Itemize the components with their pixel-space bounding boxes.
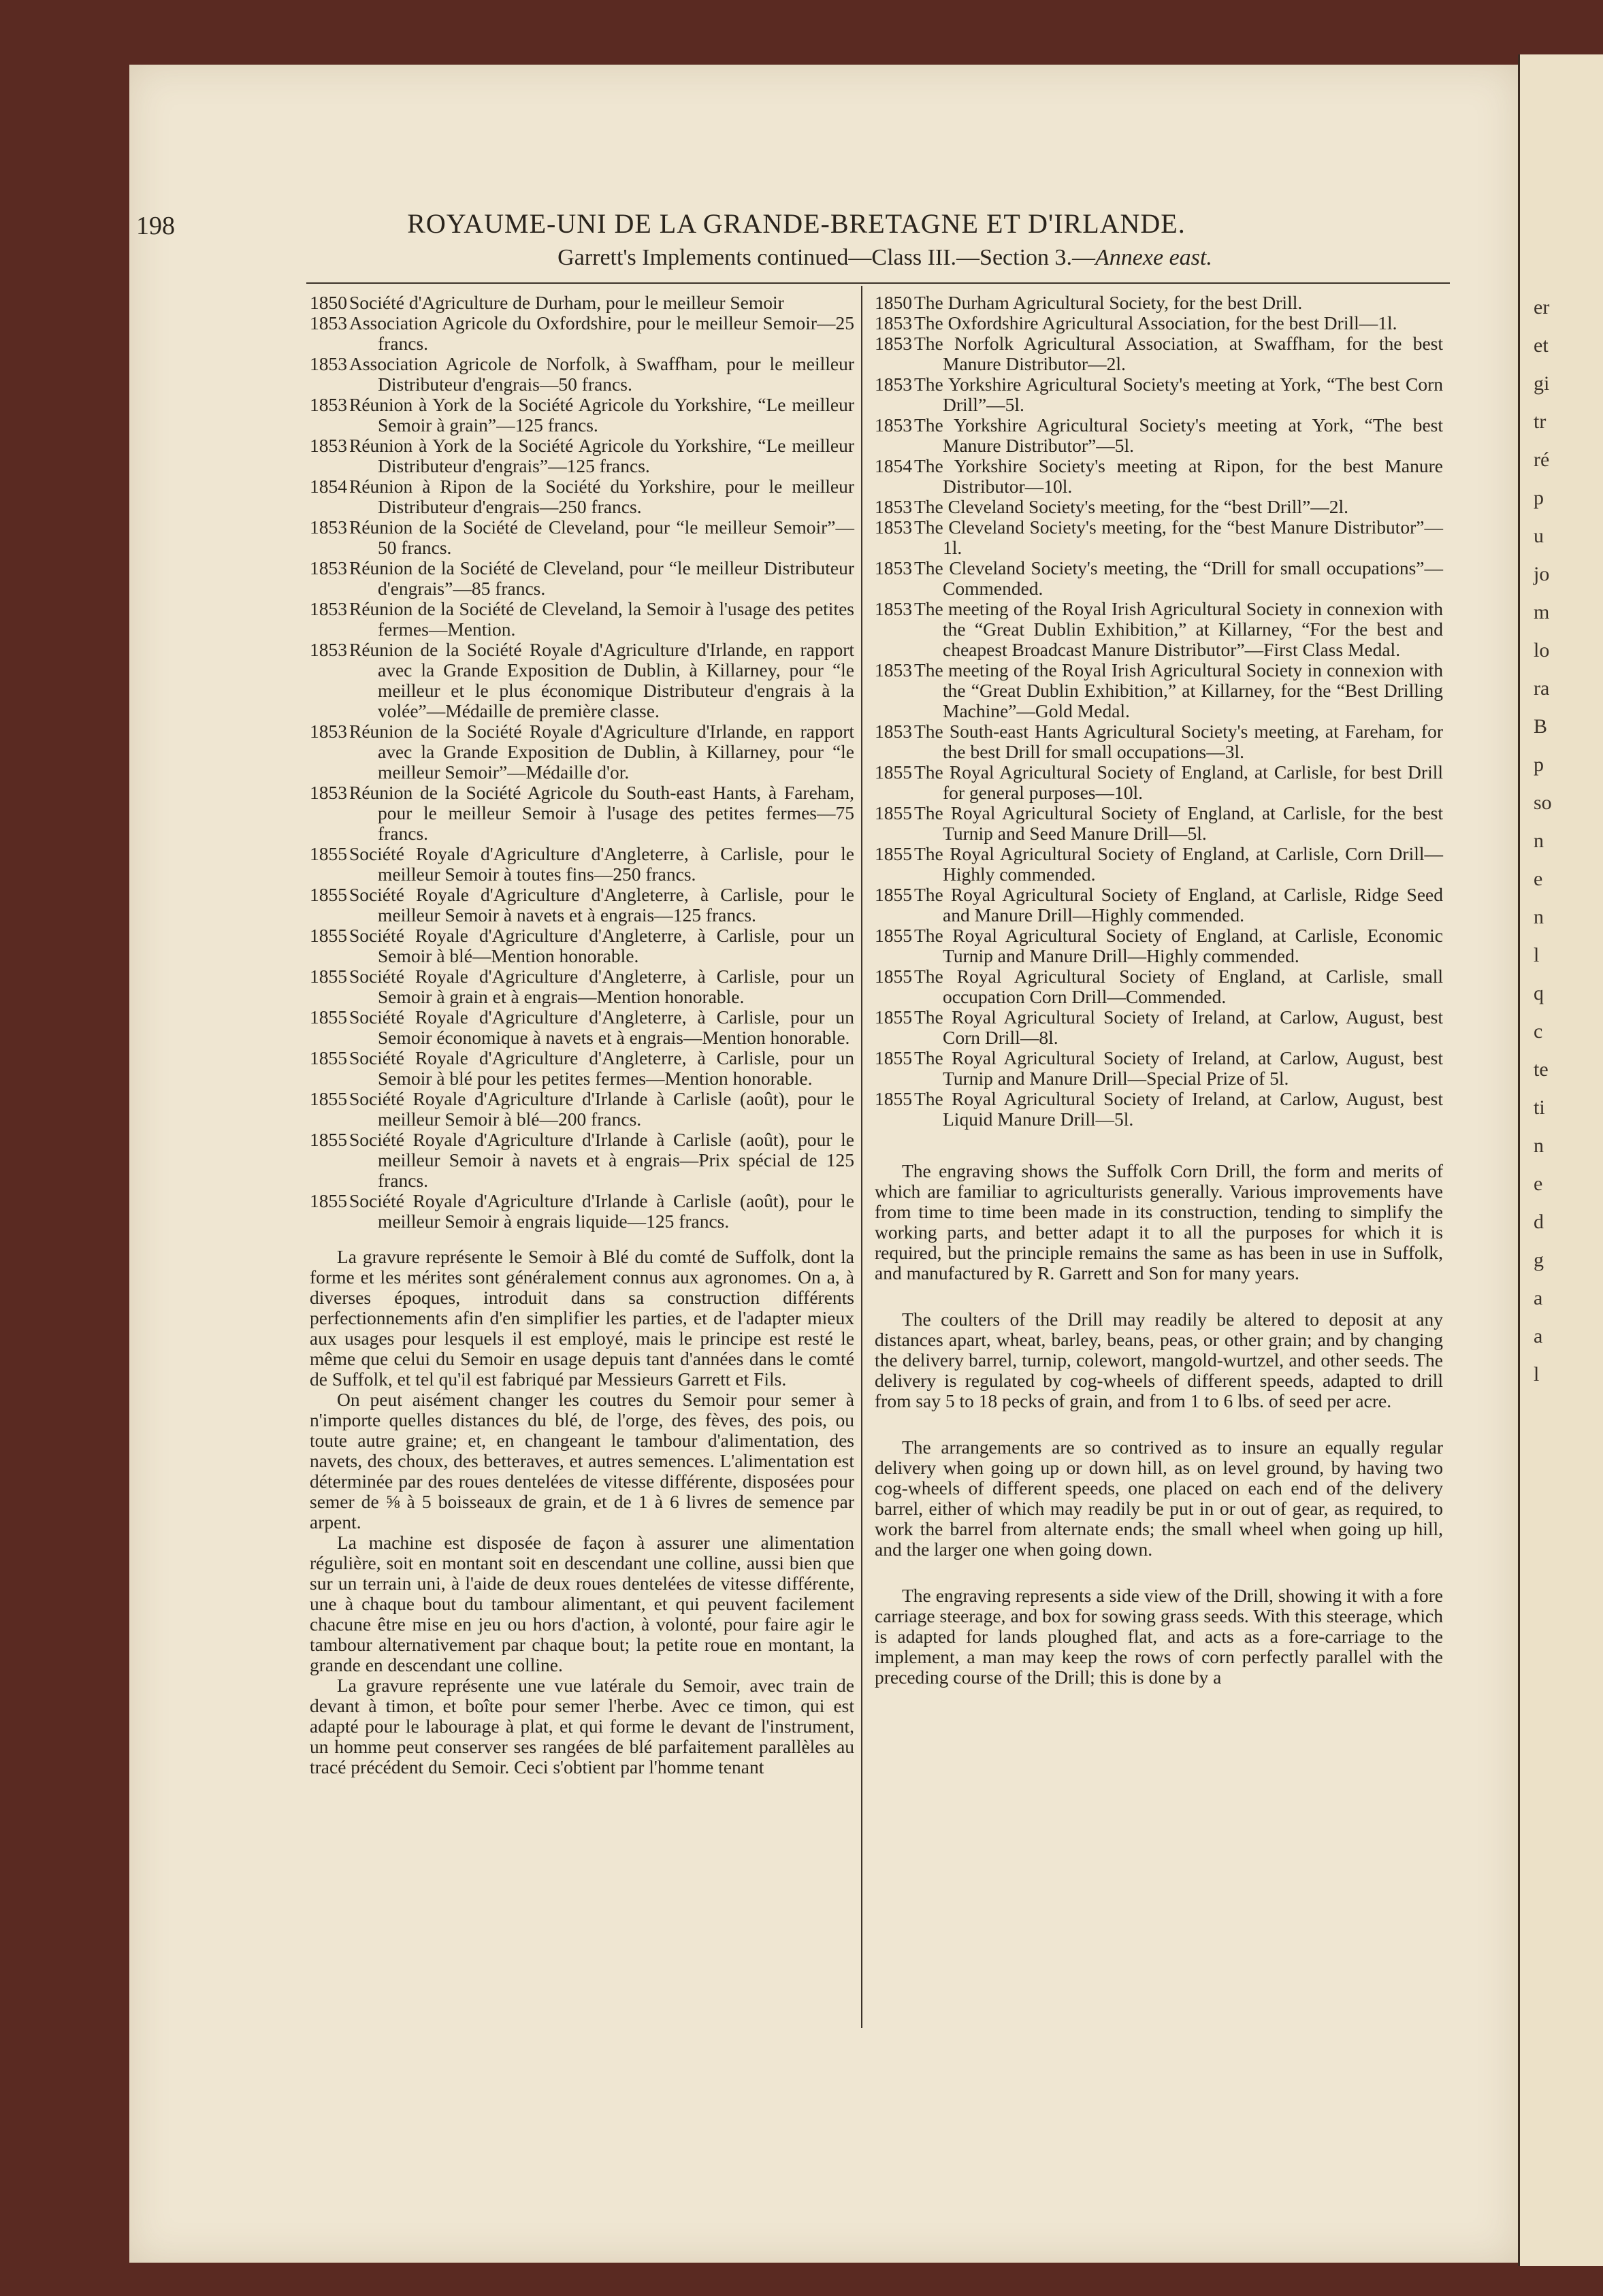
award-year: 1853: [310, 516, 347, 538]
facing-page-fragment: p: [1534, 487, 1544, 509]
award-year: 1854: [310, 476, 347, 497]
award-text: Association Agricole du Oxfordshire, pour le meilleur Semoir—25 francs.: [349, 312, 854, 354]
award-text: The Norfolk Agricultural Association, at Swaffham, for the best Manure Distributor—2l.: [914, 333, 1443, 374]
award-year: 1853: [310, 394, 347, 415]
award-text: Société d'Agriculture de Durham, pour le meilleur Semoir: [349, 292, 784, 313]
award-entry: [875, 1048, 1443, 1089]
award-text: The Cleveland Society's meeting, for the “best Manure Distributor”—1l.: [914, 516, 1443, 558]
award-text: Société Royale d'Agriculture d'Angleterre, à Carlisle, pour le meilleur Semoir à navets et à engrais—125 francs.: [349, 884, 854, 925]
award-text: The Royal Agricultural Society of England, at Carlisle, for best Drill for general purposes—10l.: [914, 761, 1443, 803]
award-entry: [875, 721, 1443, 762]
award-text: Réunion de la Société Royale d'Agriculture d'Irlande, en rapport avec la Grande Exposition de Dublin, à Killarney, pour “le meilleur Semoir”—Médaille d'or.: [349, 721, 854, 783]
facing-page-fragment: u: [1534, 525, 1544, 547]
award-year: 1853: [310, 639, 347, 660]
award-year: 1855: [875, 925, 912, 946]
facing-page-fragment: ra: [1534, 677, 1550, 700]
french-description: [310, 1247, 854, 1777]
award-text: The Yorkshire Agricultural Society's meeting at York, “The best Corn Drill”—5l.: [914, 374, 1443, 415]
facing-page-fragment: c: [1534, 1020, 1543, 1043]
section-heading: [497, 245, 1273, 271]
award-year: 1853: [310, 598, 347, 619]
award-year: 1855: [310, 1006, 347, 1028]
award-year: 1855: [875, 761, 912, 783]
award-year: 1853: [875, 496, 912, 517]
award-year: 1855: [875, 843, 912, 864]
award-year: 1853: [875, 516, 912, 538]
award-text: Société Royale d'Agriculture d'Angleterre, à Carlisle, pour le meilleur Semoir à toutes fins—250 francs.: [349, 843, 854, 885]
award-entry: [310, 844, 854, 885]
award-year: 1854: [875, 455, 912, 476]
award-entry: [310, 783, 854, 844]
facing-page-fragment: te: [1534, 1058, 1549, 1081]
award-year: 1853: [310, 312, 347, 333]
award-entry: [875, 885, 1443, 925]
facing-page-fragment: et: [1534, 334, 1549, 357]
award-entry: [310, 558, 854, 599]
running-title: ROYAUME-UNI DE LA GRANDE-BRETAGNE ET D'IRLANDE.: [407, 208, 1186, 239]
english-column: [875, 293, 1443, 1688]
award-text: Société Royale d'Agriculture d'Angleterre, à Carlisle, pour un Semoir économique à navets et à engrais—Mention honorable.: [349, 1006, 854, 1048]
award-entry: [310, 1191, 854, 1232]
award-text: Réunion de la Société Agricole du South-east Hants, à Fareham, pour le meilleur Semoir à l'usage des petites fermes—75 francs.: [349, 782, 854, 844]
award-text: The Royal Agricultural Society of England, at Carlisle, Economic Turnip and Manure Drill—Highly commended.: [914, 925, 1443, 966]
award-entry: [875, 844, 1443, 885]
award-entry: [310, 1007, 854, 1048]
award-text: Société Royale d'Agriculture d'Angleterre, à Carlisle, pour un Semoir à grain et à engrais—Mention honorable.: [349, 966, 854, 1007]
column-divider: [861, 286, 862, 2028]
facing-page-fragment: e: [1534, 868, 1543, 890]
award-entry: [310, 436, 854, 476]
award-text: Société Royale d'Agriculture d'Angleterre, à Carlisle, pour un Semoir à blé pour les petites fermes—Mention honorable.: [349, 1047, 854, 1089]
award-year: 1855: [875, 1006, 912, 1028]
french-column: [310, 293, 854, 1777]
facing-page-fragment: gi: [1534, 372, 1550, 395]
award-year: 1853: [310, 721, 347, 742]
award-entry: [875, 333, 1443, 374]
award-year: 1853: [875, 414, 912, 436]
award-text: The Cleveland Society's meeting, the “Drill for small occupations”—Commended.: [914, 557, 1443, 599]
award-entry: [875, 293, 1443, 313]
award-entry: [875, 415, 1443, 456]
facing-page-fragment: jo: [1534, 563, 1550, 585]
award-entry: [875, 313, 1443, 333]
facing-page-fragment: so: [1534, 791, 1552, 814]
award-entry: [310, 885, 854, 925]
facing-page-fragment: l: [1534, 944, 1540, 966]
paragraph: La machine est disposée de façon à assurer une alimentation régulière, soit en montant soit en descendant une colline, aussi bien que sur un terrain uni, à l'aide de deux roues dentelées de vitesse différente, une à chaque bout du tambour alimentant, et qui peuvent facilement chacune être mise en jeu ou hors d'action, à volonté, pour faire agir le tambour alternativement par chaque bout; la petite roue en montant, la grande en descendant une colline.: [310, 1532, 854, 1675]
facing-page-fragment: n: [1534, 1134, 1544, 1157]
facing-page-fragment: q: [1534, 982, 1544, 1004]
award-year: 1855: [310, 1129, 347, 1150]
section-prefix: Garrett's Implements continued—: [557, 245, 872, 270]
award-year: 1853: [875, 721, 912, 742]
award-entry: [310, 476, 854, 517]
award-text: The South-east Hants Agricultural Society's meeting, at Fareham, for the best Drill for small occupations—3l.: [914, 721, 1443, 762]
facing-page-fragment: er: [1534, 296, 1550, 318]
award-entry: [875, 966, 1443, 1007]
award-year: 1853: [310, 435, 347, 456]
paragraph: On peut aisément changer les coutres du Semoir pour semer à n'importe quelles distances du blé, de l'orge, des fèves, des pois, ou toute autre graine; et, en changeant le tambour d'alimentation, des navets, des choux, des betteraves, et autres semences. L'alimentation est déterminée par des roues dentelées de vitesse différente, disposées pour semer de ⅝ à 5 boisseaux de grain, et de 1 à 6 livres de semence par arpent.: [310, 1389, 854, 1532]
facing-page-edge: [1518, 54, 1603, 2266]
award-entry: [875, 1089, 1443, 1130]
award-text: Société Royale d'Agriculture d'Irlande à Carlisle (août), pour le meilleur Semoir à navets et à engrais—Prix spécial de 125 francs.: [349, 1129, 854, 1191]
award-text: Réunion à York de la Société Agricole du Yorkshire, “Le meilleur Distributeur d'engrais”—125 francs.: [349, 435, 854, 476]
award-year: 1850: [310, 292, 347, 313]
facing-page-fragment: d: [1534, 1211, 1544, 1233]
english-description: [875, 1161, 1443, 1688]
section-annexe: Annexe east.: [1095, 245, 1212, 270]
award-entry: [875, 374, 1443, 415]
award-entry: [310, 1089, 854, 1130]
award-year: 1855: [310, 1190, 347, 1211]
award-text: Société Royale d'Agriculture d'Irlande à Carlisle (août), pour le meilleur Semoir à blé—200 francs.: [349, 1088, 854, 1130]
award-year: 1855: [310, 925, 347, 946]
award-year: 1855: [875, 802, 912, 823]
award-text: The meeting of the Royal Irish Agricultural Society in connexion with the “Great Dublin Exhibition,” at Killarney, for the “Best Drilling Machine”—Gold Medal.: [914, 659, 1443, 721]
award-text: The Cleveland Society's meeting, for the “best Drill”—2l.: [914, 496, 1349, 517]
award-text: The Royal Agricultural Society of England, at Carlisle, for the best Turnip and Seed Manure Drill—5l.: [914, 802, 1443, 844]
award-text: Réunion de la Société Royale d'Agriculture d'Irlande, en rapport avec la Grande Exposition de Dublin, à Killarney, pour “le meilleur et le plus économique Distributeur d'engrais à la volée”—Médaille de première classe.: [349, 639, 854, 721]
paragraph: La gravure représente le Semoir à Blé du comté de Suffolk, dont la forme et les mérites sont généralement connus aux agronomes. On a, à diverses époques, introduit dans sa construction différents perfectionnements afin d'en simplifier les parties, et de l'adapter mieux aux usages pour lesquels il est employé, mais le principe est resté le même que celui du Semoir en usage depuis tant d'années dans le comté de Suffolk, et tel qu'il est fabriqué par Messieurs Garrett et Fils.: [310, 1246, 854, 1390]
award-text: The Oxfordshire Agricultural Association, for the best Drill—1l.: [914, 312, 1397, 333]
award-text: The Royal Agricultural Society of England, at Carlisle, Ridge Seed and Manure Drill—Highly commended.: [914, 884, 1443, 925]
award-year: 1855: [875, 1047, 912, 1068]
award-entry: [875, 558, 1443, 599]
award-text: The Royal Agricultural Society of England, at Carlisle, Corn Drill—Highly commended.: [914, 843, 1443, 885]
award-entry: [875, 1007, 1443, 1048]
award-entry: [310, 313, 854, 354]
facing-page-fragment: g: [1534, 1249, 1544, 1271]
award-entry: [310, 721, 854, 783]
award-text: The Royal Agricultural Society of Ireland, at Carlow, August, best Corn Drill—8l.: [914, 1006, 1443, 1048]
award-entry: [310, 640, 854, 721]
award-year: 1850: [875, 292, 912, 313]
facing-page-fragment: B: [1534, 715, 1548, 738]
award-year: 1853: [310, 557, 347, 578]
header-rule: [306, 282, 1450, 284]
award-entry: [875, 803, 1443, 844]
paragraph: La gravure représente une vue latérale du Semoir, avec train de devant à timon, et boîte pour semer l'herbe. Avec ce timon, qui est adapté pour le labourage à plat, et qui forme le devant de l'instrument, un homme peut conserver ses rangées de blé parfaitement parallèles au tracé précédent du Semoir. Ceci s'obtient par l'homme tenant: [310, 1675, 854, 1777]
award-text: The Royal Agricultural Society of England, at Carlisle, small occupation Corn Drill—Commended.: [914, 966, 1443, 1007]
facing-page-fragment: n: [1534, 906, 1544, 928]
award-text: Réunion de la Société de Cleveland, pour “le meilleur Distributeur d'engrais”—85 francs.: [349, 557, 854, 599]
award-entry: [310, 925, 854, 966]
award-text: Société Royale d'Agriculture d'Irlande à Carlisle (août), pour le meilleur Semoir à engrais liquide—125 francs.: [349, 1190, 854, 1232]
award-year: 1853: [310, 353, 347, 374]
award-text: The meeting of the Royal Irish Agricultural Society in connexion with the “Great Dublin Exhibition,” at Killarney, “For the best and cheapest Broadcast Manure Distributor”—First Class Medal.: [914, 598, 1443, 660]
facing-page-fragment: ré: [1534, 448, 1550, 471]
paragraph: The arrangements are so contrived as to insure an equally regular delivery when going up or down hill, as on level ground, by having two cog-wheels of different speeds, one placed on each end of the delivery barrel, either of which may readily be put in or out of gear, as required, to work the barrel from alternate ends; the small wheel when going up hill, and the larger one when going down.: [875, 1437, 1443, 1560]
award-text: Réunion à Ripon de la Société du Yorkshire, pour le meilleur Distributeur d'engrais—250 francs.: [349, 476, 854, 517]
award-text: Réunion de la Société de Cleveland, pour “le meilleur Semoir”—50 francs.: [349, 516, 854, 558]
award-entry: [875, 497, 1443, 517]
award-entry: [310, 395, 854, 436]
facing-page-fragment: ti: [1534, 1096, 1545, 1119]
section-class: Class III.—Section 3.—: [871, 245, 1096, 270]
page-number: 198: [136, 212, 175, 240]
award-entry: [875, 517, 1443, 558]
award-year: 1853: [875, 333, 912, 354]
facing-page-fragment: m: [1534, 601, 1550, 623]
award-year: 1855: [875, 966, 912, 987]
award-text: The Durham Agricultural Society, for the best Drill.: [914, 292, 1303, 313]
award-entry: [875, 456, 1443, 497]
award-entry: [310, 1130, 854, 1191]
award-year: 1853: [875, 374, 912, 395]
award-year: 1855: [875, 884, 912, 905]
award-text: The Royal Agricultural Society of Ireland, at Carlow, August, best Turnip and Manure Drill—Special Prize of 5l.: [914, 1047, 1443, 1089]
paragraph: The engraving shows the Suffolk Corn Drill, the form and merits of which are familiar to agriculturists generally. Various improvements have from time to time been made in its construction, tending to simplify the working parts, and better adapt it to all the purposes for which it is required, but the principle remains the same as has been in use in Suffolk, and manufactured by R. Garrett and Son for many years.: [875, 1160, 1443, 1283]
award-entry: [875, 660, 1443, 721]
award-entry: [310, 354, 854, 395]
facing-page-fragment: a: [1534, 1287, 1543, 1309]
award-year: 1853: [310, 782, 347, 803]
english-award-list: [875, 293, 1443, 1130]
facing-page-fragment: e: [1534, 1172, 1543, 1195]
award-year: 1855: [310, 884, 347, 905]
facing-page-fragment: p: [1534, 753, 1544, 776]
award-text: Réunion à York de la Société Agricole du Yorkshire, “Le meilleur Semoir à grain”—125 francs.: [349, 394, 854, 436]
award-text: The Yorkshire Society's meeting at Ripon, for the best Manure Distributor—10l.: [914, 455, 1443, 497]
award-entry: [875, 925, 1443, 966]
paragraph: The engraving represents a side view of the Drill, showing it with a fore carriage steerage, and box for sowing grass seeds. With this steerage, which is adapted for lands ploughed flat, and acts as a fore-carriage to the implement, a man may keep the rows of corn perfectly parallel with the preceding course of the Drill; this is done by a: [875, 1585, 1443, 1688]
award-text: Société Royale d'Agriculture d'Angleterre, à Carlisle, pour un Semoir à blé—Mention honorable.: [349, 925, 854, 966]
award-year: 1853: [875, 557, 912, 578]
award-year: 1853: [875, 598, 912, 619]
award-text: Association Agricole de Norfolk, à Swaffham, pour le meilleur Distributeur d'engrais—50 francs.: [349, 353, 854, 395]
facing-page-fragment: lo: [1534, 639, 1550, 661]
award-entry: [875, 762, 1443, 803]
facing-page-fragment: tr: [1534, 410, 1547, 433]
award-text: Réunion de la Société de Cleveland, la Semoir à l'usage des petites fermes—Mention.: [349, 598, 854, 640]
award-year: 1853: [875, 312, 912, 333]
award-year: 1855: [310, 1088, 347, 1109]
facing-page-fragment: n: [1534, 830, 1544, 852]
award-text: The Royal Agricultural Society of Ireland, at Carlow, August, best Liquid Manure Drill—5l.: [914, 1088, 1443, 1130]
award-year: 1853: [875, 659, 912, 680]
french-award-list: [310, 293, 854, 1232]
award-entry: [310, 293, 854, 313]
award-entry: [310, 1048, 854, 1089]
award-entry: [310, 599, 854, 640]
award-entry: [875, 599, 1443, 660]
award-text: The Yorkshire Agricultural Society's meeting at York, “The best Manure Distributor”—5l.: [914, 414, 1443, 456]
award-year: 1855: [310, 966, 347, 987]
paragraph: The coulters of the Drill may readily be altered to deposit at any distances apart, wheat, barley, beans, peas, or other grain; and by changing the delivery barrel, turnip, colewort, mangold-wurtzel, and other seeds. The delivery is regulated by cog-wheels of different speeds, adapted to drill from say 5 to 18 pecks of grain, and from 1 to 6 lbs. of seed per acre.: [875, 1309, 1443, 1411]
facing-page-fragment: l: [1534, 1363, 1540, 1385]
award-year: 1855: [310, 843, 347, 864]
facing-page-fragment: a: [1534, 1325, 1543, 1347]
award-entry: [310, 966, 854, 1007]
award-year: 1855: [875, 1088, 912, 1109]
award-year: 1855: [310, 1047, 347, 1068]
award-entry: [310, 517, 854, 558]
